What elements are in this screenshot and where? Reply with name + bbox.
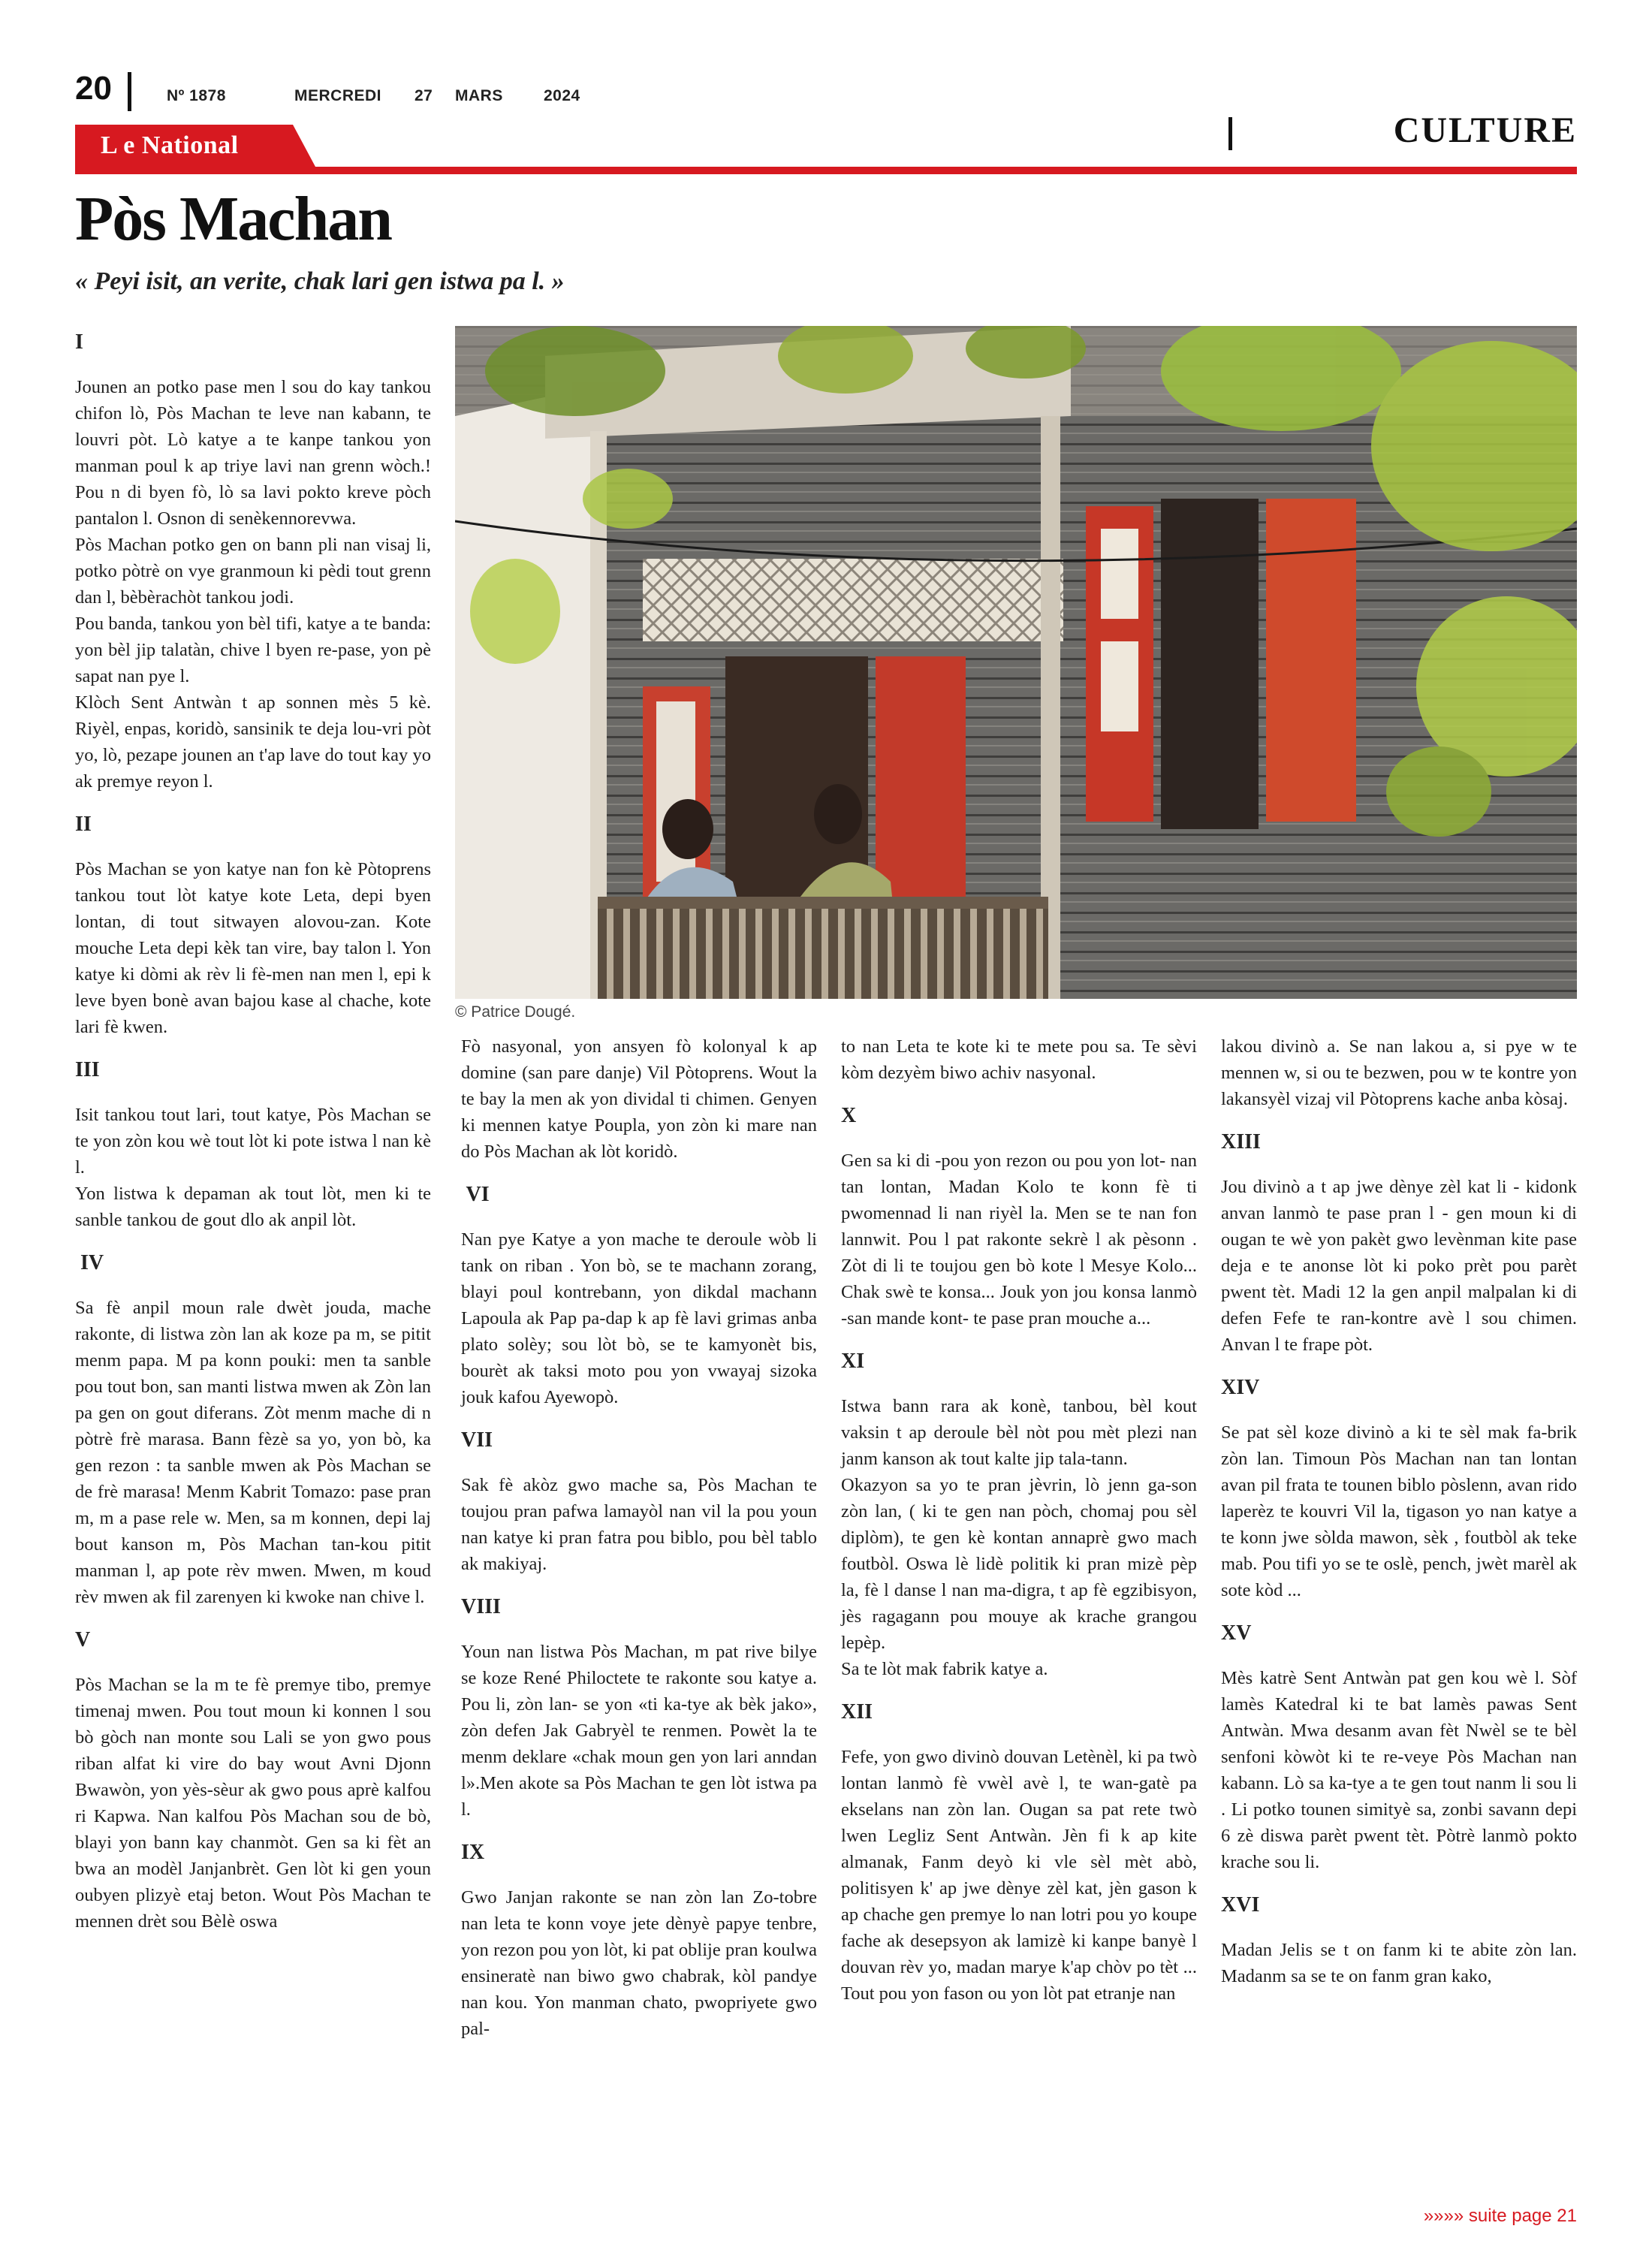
section-heading: VI — [461, 1183, 490, 1206]
paragraph: Gen sa ki di -pou yon rezon ou pou yon lot- nan tan lontan, Madan Kolo te konn fè ti pwomennad li nan riyèl la. Men se te nan fon lannwit. Pou l pat rakonte sekrè l ak pèsonn . Zòt di li te toujou gen bò kote l Mesye Kolo... Chak swè te konsa... Jouk yon jou konsa lanmò -san mande kont- te pase pran mouche a... — [841, 1151, 1197, 1329]
section-heading: V — [75, 1628, 91, 1651]
paragraph: Klòch Sent Antwàn t ap sonnen mès 5 kè. Riyèl, enpas, koridò, sansinik te deja lou-vri pòt yo, lò, pezape jounen an t'ap lave do tout kay yo ak premye reyon l. — [75, 692, 431, 792]
section-title: CULTURE — [1393, 110, 1577, 150]
issue-year: 2024 — [544, 87, 580, 104]
section-heading: IX — [461, 1841, 485, 1864]
article-photo — [455, 326, 1577, 999]
paragraph: Sa te lòt mak fabrik katye a. — [841, 1659, 1048, 1679]
paragraph: Istwa bann rara ak konè, tanbou, bèl kout vaksin t ap deroule bèl nòt pou mèt plezi nan janm kanson ak tout kalte jip tala-tann. — [841, 1396, 1197, 1469]
issue-day: 27 — [415, 87, 433, 104]
section-heading: IV — [75, 1251, 104, 1274]
paragraph: Se pat sèl koze divinò a ki te sèl mak fa-brik zòn lan. Timoun Pòs Machan nan tan lontan avan pil frata te tounen biblo pòslenn, avan rido laperèz te kouvri Vil la, tigason yo nan katye a te konn jwe sòlda mawon, sèk , foutbòl ak teke mab. Pou tifi yo se te oslè, pench, jwèt marèl ak sote kòd ... — [1221, 1422, 1577, 1600]
section-heading: II — [75, 813, 92, 836]
paragraph: Sak fè akòz gwo mache sa, Pòs Machan te toujou pran pafwa lamayòl nan vil la pou youn nan katye ki pran fatra pou biblo, pou bèl tablo ak makiyaj. — [461, 1475, 817, 1574]
photo-credit: © Patrice Dougé. — [455, 1003, 576, 1021]
paragraph: Isit tankou tout lari, tout katye, Pòs Machan se te yon zòn kou wè tout lòt ki pote istwa l nan kè l. — [75, 1105, 431, 1178]
paragraph: Pòs Machan potko gen on bann pli nan visaj li, potko pòtrè on vye granmoun ki pèdi tout grenn dan l, bèbèrachòt tankou jodi. — [75, 535, 431, 608]
section-heading: XV — [1221, 1621, 1252, 1645]
continued-on-link[interactable]: »»»» suite page 21 — [1423, 2206, 1577, 2226]
paragraph: Nan pye Katye a yon mache te deroule wòb li tank on riban . Yon bò, se te machann zorang, blayi poul kontrebann, yon dikdal machann Lapoula ak Pap pa-dap k ap fè lavi grimas anba plato solèy; sou lòt bò, se te kamyonèt bis, bourèt ak taksi moto pou yon vwayaj sizoka jouk kafou Ayewopò. — [461, 1229, 817, 1407]
paragraph: Gwo Janjan rakonte se nan zòn lan Zo-tobre nan leta te konn voye jete dènyè papye tenbre, yon rezon pou yon lòt, ki pat oblije pran koulwa ensineratè nan biwo gwo chabrak, kòl pandye nan kou. Yon manman chato, pwopriyete gwo pal- — [461, 1887, 817, 2039]
paragraph: Jounen an potko pase men l sou do kay tankou chifon lò, Pòs Machan te leve nan kabann, te louvri pòt. Lò katye a te kanpe tankou yon manman poul k ap triye lavi nan grenn wòch.! Pou n di byen fò, lò sa lavi pokto kreve pòch pantalon l. Osnon di senèkennorevwa. — [75, 377, 431, 529]
section-heading: XIV — [1221, 1376, 1260, 1399]
paragraph: Fefe, yon gwo divinò douvan Letènèl, ki pa twò lontan lanmò fè vwèl avè l, te wan-gatè pa ekselans nan zòn lan. Ougan sa pat rete twò lwen Legliz Sent Antwàn. Jèn fi k ap kite almanak, Fanm deyò ki vle sèl mèt abò, politisyen k' ap jwe dènye zèl kat, jèn gason k ap chache gen premye lo nan lotri pou yo koupe fache ak desepsyon ak lamizè ki kanpe banyè l douvan rèv yo, madan marye k'ap chòv po tèt ... Tout pou yon fason ou yon lòt pat etranje nan — [841, 1747, 1197, 2004]
article-column-1 — [75, 327, 431, 1935]
paragraph: Pou banda, tankou yon bèl tifi, katye a te banda: yon bèl jip talatàn, chive l byen re-pase, yon pè sapat nan pye l. — [75, 614, 431, 686]
section-heading: XI — [841, 1350, 865, 1373]
paragraph: Yon listwa k depaman ak tout lòt, men ki te sanble tankou de gout dlo ak anpil lòt. — [75, 1184, 431, 1230]
brand-tab — [75, 125, 315, 167]
page-number: 20 — [75, 70, 112, 107]
page-number-divider — [128, 72, 131, 111]
paragraph: to nan Leta te kote ki te mete pou sa. Te sèvi kòm dezyèm biwo achiv nasyonal. — [841, 1036, 1197, 1083]
issue-number: Nº 1878 — [167, 87, 226, 104]
article-column-4 — [1221, 1033, 1577, 1989]
paragraph: lakou divinò a. Se nan lakou a, si pye w te mennen w, si ou te bezwen, pou w te kontre yon lakansyèl vizaj vil Pòtoprens kache anba kòsaj. — [1221, 1036, 1577, 1109]
article-column-3 — [841, 1033, 1197, 2007]
section-heading: XIII — [1221, 1130, 1261, 1154]
issue-month: MARS — [455, 87, 503, 104]
section-heading: VIII — [461, 1595, 501, 1618]
section-heading: I — [75, 330, 83, 354]
paragraph: Jou divinò a t ap jwe dènye zèl kat li - kidonk anvan lanmò te pase pran l - gen moun ki di ougan te wè yon pakèt gwo levènman kite pase deja e te anonse lòt ki poko prèt pou parèt pwent tèt. Madi 12 la gen anpil malpalan ki di defen Fefe te ran-kontre avè l sou chimen. Anvan l te frape pòt. — [1221, 1177, 1577, 1355]
paragraph: Pòs Machan se yon katye nan fon kè Pòtoprens tankou tout lòt katye kote Leta, depi byen lontan, di tout sitwayen alovou-zan. Kote mouche Leta depi kèk tan vire, bay talon l. Yon katye ki dòmi ak rèv li fè-men nan men l, epi k leve byen bonè avan bajou kase al chache, kote lari fè kwen. — [75, 859, 431, 1037]
paragraph: Okazyon sa yo te pran jèvrin, lò jenn ga-son zòn lan, ( ki te gen nan pòch, chomaj pou sèl diplòm), te gen kè kontan annaprè gwo mach foutbòl. Oswa lè lidè politik ki pran mizè pèp la, fè l danse l nan ma-digra, t ap fè egzibisyon, jès ragagann pou mouye ak krache grangou lepèp. — [841, 1475, 1197, 1653]
masthead-rule — [75, 167, 1577, 174]
article-title: Pòs Machan — [75, 184, 391, 254]
article-standfirst: « Peyi isit, an verite, chak lari gen istwa pa l. » — [75, 267, 565, 295]
paragraph: Mès katrè Sent Antwàn pat gen kou wè l. Sòf lamès Katedral ki te bat lamès pawas Sent Antwàn. Mwa desanm avan fèt Nwèl se te bèl senfoni kòwòt ki te re-veye Pòs Machan nan kabann. Lò sa ka-tye a te gen tout nanm li sou li . Li potko tounen simityè sa, zonbi savann depi 6 zè diswa parèt pwent tèt. Pòtrè lanmò pokto krache sou li. — [1221, 1668, 1577, 1872]
balcony-photo-illustration — [455, 326, 1577, 999]
issue-weekday: MERCREDI — [294, 87, 382, 104]
section-heading: XVI — [1221, 1893, 1260, 1917]
section-heading: XII — [841, 1700, 873, 1724]
paragraph: Madan Jelis se t on fanm ki te abite zòn lan. Madanm sa se te on fanm gran kako, — [1221, 1940, 1577, 1986]
paragraph: Fò nasyonal, yon ansyen fò kolonyal k ap domine (san pare danje) Vil Pòtoprens. Wout la te bay la men ak yon dividal ti chimen. Genyen ki mennen katye Poupla, yon zòn ki mare nan do Pòs Machan ak lòt koridò. — [461, 1036, 817, 1162]
section-heading: X — [841, 1104, 857, 1127]
section-divider — [1228, 117, 1232, 150]
paragraph: Youn nan listwa Pòs Machan, m pat rive bilye se koze René Philoctete te rakonte sou katye a. Pou li, zòn lan- se yon «ti ka-tye ak bèk jako», zòn defen Jak Gabryèl te renmen. Powèt la te menm deklare «chak moun gen yon lari anndan l».Men akote sa Pòs Machan te gen lòt istwa pa l. — [461, 1642, 817, 1820]
section-heading: III — [75, 1058, 100, 1081]
paragraph: Sa fè anpil moun rale dwèt jouda, mache rakonte, di listwa zòn lan ak koze pa m, se pitit menm papa. M pa konn pouki: men ta sanble pou tout bon, san manti listwa mwen ak Zòn lan pa gen on gout diferans. Zòt menm mache di n pòtrè frè marasa. Bann fèzè sa yo, yon bò, ka gen rezon : ta sanble mwen ak Pòs Machan se de frè marasa! Menm Kabrit Tomazo: pase pran m, m a pase rele w. Men, sa m konnen, depi laj bout kanson m, Pòs Machan tan-kou pitit manman l, ap pote rèv mwen. Mwen, m koud rèv mwen ak fil zarenyen ki kwoke nan chive l. — [75, 1298, 431, 1607]
section-heading: VII — [461, 1428, 493, 1452]
brand-name: L e National — [101, 131, 239, 159]
article-column-2 — [461, 1033, 817, 2042]
paragraph: Pòs Machan se la m te fè premye tibo, premye timenaj mwen. Pou tout moun ki konnen l sou bò gòch nan monte sou Lali se yon gwo pous riban alfat ki vire do bay wout Avni Djonn Bwawòn, yon yès-sèur ak gwo pous aprè kalfou ri Kapwa. Nan kalfou Pòs Machan sou de bò, blayi yon bann kay chanmòt. Gen sa ki fèt an bwa an modèl Janjanbrèt. Gen lòt ki gen youn oubyen plizyè etaj beton. Wout Pòs Machan te mennen drèt sou Bèlè oswa — [75, 1675, 431, 1932]
